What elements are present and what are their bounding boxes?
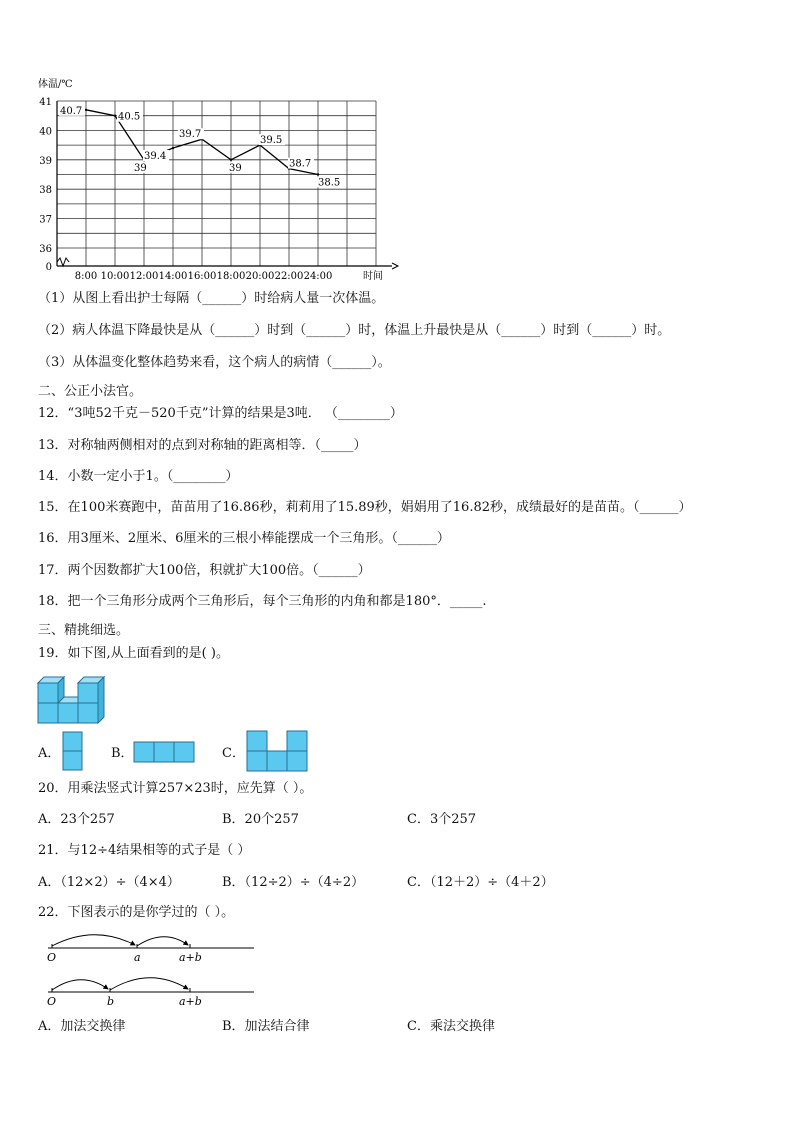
y-tick-label: 37 [39,214,52,226]
x-axis-arrow [392,263,398,269]
cube-figure [36,673,116,725]
x-axis-label: 时间 [363,271,383,282]
question-22: 22．下图表示的是你学过的（ ）。 [38,905,235,920]
question-20: 20．用乘法竖式计算257×23时，应先算（ ）。 [38,781,313,796]
data-label: 40.5 [118,111,141,123]
line2-origin: O [47,995,57,1008]
data-label: 39.5 [260,135,283,147]
x-ticks [75,271,333,282]
q22-option-a[interactable]: A．加法交换律 [38,1019,126,1034]
data-point [317,173,319,175]
q20-option-c[interactable]: C．3个257 [407,812,477,827]
q20-option-b[interactable]: B．20个257 [222,812,299,827]
y-ticks [39,97,52,273]
q19-option-b-label[interactable]: B． [111,746,134,761]
question-13: 13．对称轴两侧相对的点到对称轴的距离相等．（_____） [38,438,367,453]
q11-part3: （3）从体温变化整体趋势来看，这个病人的病情（______）。 [38,355,391,370]
q11-part1: （1）从图上看出护士每隔（______）时给病人量一次体温。 [38,291,385,306]
q21-option-c[interactable]: C．（12＋2）÷（4＋2） [407,875,554,890]
q21-option-a[interactable]: A．（12×2）÷（4×4） [38,875,180,890]
q19-option-b-figure[interactable] [133,741,195,765]
temperature-chart [0,0,794,290]
number-line-figure [36,926,266,1012]
y-tick-label: 40 [39,126,52,138]
x-tick-label: 24:00 [303,271,333,282]
data-point [85,109,87,111]
y-tick-label: 36 [39,244,52,255]
question-14: 14．小数一定小于1。（________） [38,469,239,484]
question-18: 18．把一个三角形分成两个三角形后，每个三角形的内角和都是180°．_____. [38,594,487,609]
q11-part2: （2）病人体温下降最快是从（______）时到（______）时，体温上升最快是从（______）时到（______）时。 [38,323,671,338]
x-tick-label: 14:00 [158,271,188,282]
data-label: 38.7 [289,158,312,170]
line1-origin: O [47,951,57,964]
section-heading-2: 二、公正小法官。 [38,384,143,399]
data-label: 40.7 [60,105,83,117]
data-label: 39 [134,162,147,174]
q19-option-a-figure[interactable] [62,731,84,773]
section-heading-3: 三、精挑细选。 [38,623,130,638]
y-tick-label: 0 [45,262,52,273]
q19-option-c-label[interactable]: C． [222,746,245,761]
q20-option-a[interactable]: A．23个257 [38,812,115,827]
data-label: 39 [229,162,242,174]
x-tick-label: 20:00 [245,271,275,282]
data-label: 38.5 [318,177,341,189]
data-label: 39.7 [179,129,202,141]
q19-option-a-label[interactable]: A． [38,746,61,761]
x-tick-label: 18:00 [216,271,246,282]
question-19: 19．如下图,从上面看到的是( )。 [38,646,229,661]
axis-break [57,258,69,266]
question-16: 16．用3厘米、2厘米、6厘米的三根小棒能摆成一个三角形。（______） [38,531,450,546]
line1-a: a [134,951,141,964]
y-tick-label: 39 [39,155,52,167]
y-tick-label: 41 [39,97,52,108]
y-tick-label: 38 [39,185,52,197]
x-tick-label: 10:00 [100,271,130,282]
q22-option-b[interactable]: B．加法结合律 [222,1019,310,1034]
question-17: 17．两个因数都扩大100倍，积就扩大100倍。（______） [38,563,371,578]
chart-grid [57,101,398,269]
q19-option-c-figure[interactable] [246,730,308,774]
line2-ab: a+b [179,995,202,1008]
line1-ab: a+b [179,951,202,964]
x-tick-label: 12:00 [129,271,159,282]
data-point [230,159,232,161]
data-point [172,147,174,149]
x-tick-label: 22:00 [274,271,304,282]
data-point [114,115,116,117]
question-12: 12．“3吨52千克－520千克”计算的结果是3吨． （________） [38,406,403,421]
q21-option-b[interactable]: B．（12÷2）÷（4÷2） [222,875,365,890]
question-21: 21．与12÷4结果相等的式子是（ ） [38,843,251,858]
data-label: 39.4 [144,151,167,163]
line2-b: b [107,995,115,1008]
x-tick-label: 16:00 [187,271,217,282]
q22-option-c[interactable]: C．乘法交换律 [407,1019,495,1034]
y-axis-label: 体温/℃ [38,79,73,90]
question-15: 15．在100米赛跑中，苗苗用了16.86秒，莉莉用了15.89秒，娟娟用了16.82秒，成绩最好的是苗苗。（______） [38,500,692,515]
x-tick-label: 8:00 [74,271,98,282]
temperature-series [59,105,343,189]
